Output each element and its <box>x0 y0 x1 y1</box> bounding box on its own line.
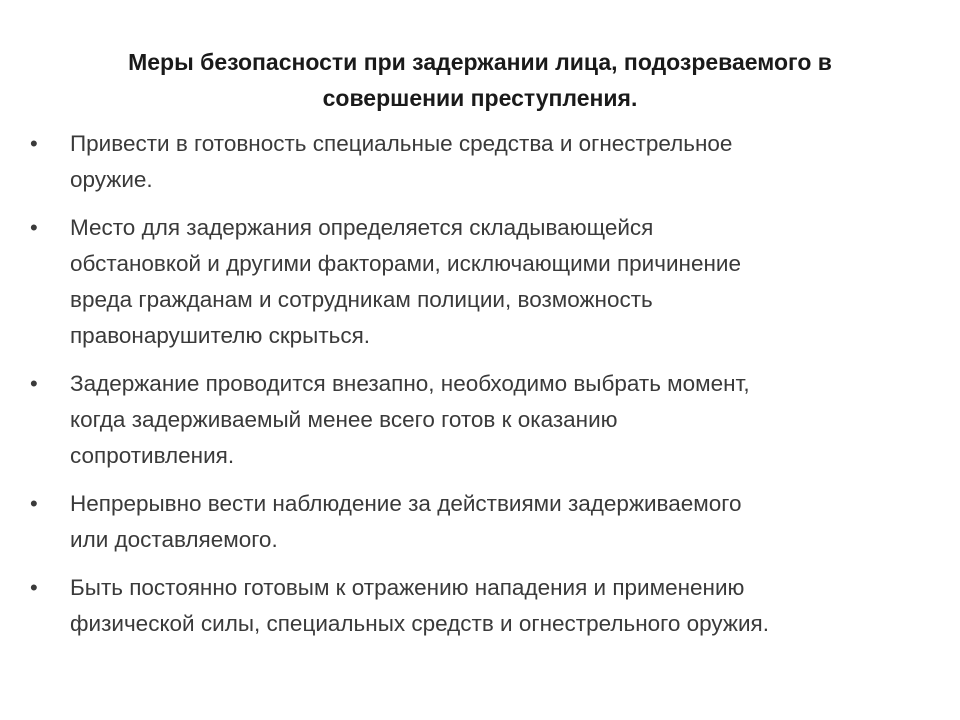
bullet-text-3-line-2: когда задерживаемый менее всего готов к оказанию <box>70 407 618 432</box>
bullet-text-1-line-1: Привести в готовность специальные средства и огнестрельное <box>70 131 733 156</box>
bullet-item-5 <box>30 570 910 642</box>
bullet-text-2-line-2: обстановкой и другими факторами, исключающими причинение <box>70 251 741 276</box>
slide-title <box>60 44 900 116</box>
bullet-text-2-line-3: вреда гражданам и сотрудникам полиции, возможность <box>70 287 653 312</box>
bullet-text-2-line-4: правонарушителю скрыться. <box>70 323 371 348</box>
bullet-text-4-line-1: Непрерывно вести наблюдение за действиями задерживаемого <box>70 491 742 516</box>
bullet-item-1 <box>30 126 910 198</box>
slide-title-line-2: совершении преступления. <box>322 85 638 111</box>
bullet-text-3-line-1: Задержание проводится внезапно, необходимо выбрать момент, <box>70 371 750 396</box>
bullet-text-1-line-2: оружие. <box>70 167 153 192</box>
bullet-text-5-line-1: Быть постоянно готовым к отражению нападения и применению <box>70 575 745 600</box>
bullet-item-3 <box>30 366 910 474</box>
bullet-text-2-line-1: Место для задержания определяется складывающейся <box>70 215 654 240</box>
bullet-item-4 <box>30 486 910 558</box>
bullet-text-3-line-3: сопротивления. <box>70 443 235 468</box>
bullet-text-4-line-2: или доставляемого. <box>70 527 278 552</box>
bullet-text-5-line-2: физической силы, специальных средств и огнестрельного оружия. <box>70 611 769 636</box>
bullet-marker: • <box>30 215 38 240</box>
bullet-list <box>30 126 910 654</box>
bullet-marker: • <box>30 575 38 600</box>
slide-title-line-1: Меры безопасности при задержании лица, подозреваемого в <box>128 49 832 75</box>
bullet-marker: • <box>30 491 38 516</box>
bullet-item-2 <box>30 210 910 354</box>
bullet-marker: • <box>30 131 38 156</box>
bullet-marker: • <box>30 371 38 396</box>
